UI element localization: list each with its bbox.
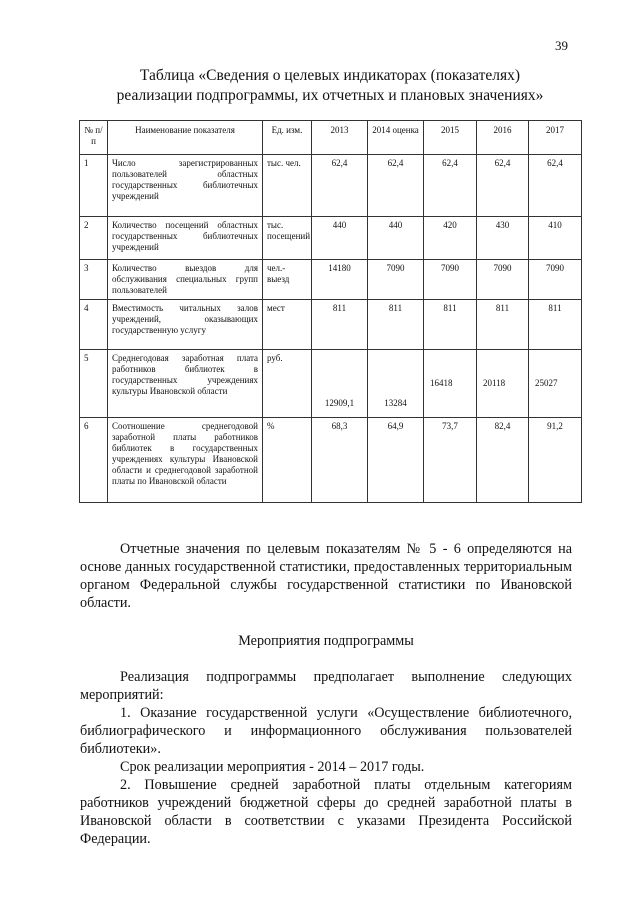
row-unit: мест: [263, 300, 312, 350]
header-2015: 2015: [424, 121, 477, 155]
row-name: Число зарегистрированных пользователей областных государственных библиотечных учреждений: [108, 155, 263, 217]
table-row: [80, 217, 582, 260]
value-2013: 811: [312, 300, 368, 350]
value-2014: 64,9: [368, 418, 424, 503]
table-row: [80, 418, 582, 503]
row-num: 4: [80, 300, 108, 350]
value-2013: 12909,1: [312, 350, 368, 418]
row-name: Количество выездов для обслуживания специальных групп пользователей: [108, 260, 263, 300]
value-2014: 13284: [368, 350, 424, 418]
row-num: 2: [80, 217, 108, 260]
row-unit: тыс. посещений: [263, 217, 312, 260]
value-2015: 73,7: [424, 418, 477, 503]
table-header-row: [80, 121, 582, 155]
value-2014: 62,4: [368, 155, 424, 217]
row-name: Количество посещений областных государственных библиотечных учреждений: [108, 217, 263, 260]
value-2013: 62,4: [312, 155, 368, 217]
header-2017: 2017: [529, 121, 582, 155]
page-number: 39: [555, 38, 568, 53]
header-2016: 2016: [477, 121, 529, 155]
value-2016: 430: [477, 217, 529, 260]
value-2017: 7090: [529, 260, 582, 300]
value-2013: 440: [312, 217, 368, 260]
row-name: Среднегодовая заработная плата работников библиотек в государственных учреждениях культуры Ивановской области: [108, 350, 263, 418]
paragraph-reporting-values: Отчетные значения по целевым показателям № 5 - 6 определяются на основе данных государственной статистики, предоставленных территориальным органом Федеральной службы государственной статистики по Ивановской области.: [80, 541, 572, 611]
table-row: [80, 260, 582, 300]
header-name: Наименование показателя: [108, 121, 263, 155]
row-num: 1: [80, 155, 108, 217]
header-unit: Ед. изм.: [263, 121, 312, 155]
value-2016: 62,4: [477, 155, 529, 217]
value-2017: 62,4: [529, 155, 582, 217]
value-2015: 16418: [424, 350, 477, 418]
header-2013: 2013: [312, 121, 368, 155]
indicators-table: [79, 120, 582, 503]
value-2016: 7090: [477, 260, 529, 300]
row-num: 6: [80, 418, 108, 503]
row-unit: чел.-выезд: [263, 260, 312, 300]
value-2017: 91,2: [529, 418, 582, 503]
value-2015: 420: [424, 217, 477, 260]
body-section: [80, 540, 572, 848]
table-row: [80, 155, 582, 217]
paragraph-measure-2: 2. Повышение средней заработной платы отдельным категориям работников учреждений бюджетной сферы до средней заработной платы в Ивановской области в соответствии с указами Президента Российской Федерации.: [80, 777, 572, 847]
table-title: [80, 66, 580, 106]
value-2014: 811: [368, 300, 424, 350]
row-unit: %: [263, 418, 312, 503]
section-heading: Мероприятия подпрограммы: [238, 633, 414, 649]
value-2017: 811: [529, 300, 582, 350]
value-2013: 14180: [312, 260, 368, 300]
row-num: 3: [80, 260, 108, 300]
row-name: Соотношение среднегодовой заработной платы работников библиотек в государственных учреждениях культуры Ивановской области и среднегодовой заработной платы по Ивановской области: [108, 418, 263, 503]
value-2014: 440: [368, 217, 424, 260]
value-2017: 410: [529, 217, 582, 260]
table-title-line-1: Таблица «Сведения о целевых индикаторах (показателях): [139, 67, 521, 84]
value-2016: 82,4: [477, 418, 529, 503]
row-num: 5: [80, 350, 108, 418]
value-2015: 62,4: [424, 155, 477, 217]
table-row: [80, 350, 582, 418]
paragraph-measure-1-term: Срок реализации мероприятия - 2014 – 2017 годы.: [120, 759, 425, 775]
value-2013: 68,3: [312, 418, 368, 503]
paragraph-measures-intro: Реализация подпрограммы предполагает выполнение следующих мероприятий:: [80, 669, 572, 703]
row-name: Вместимость читальных залов учреждений, оказывающих государственную услугу: [108, 300, 263, 350]
table-title-line-2: реализации подпрограммы, их отчетных и плановых значениях»: [116, 87, 544, 104]
value-2015: 811: [424, 300, 477, 350]
table-row: [80, 300, 582, 350]
value-2015: 7090: [424, 260, 477, 300]
row-unit: тыс. чел.: [263, 155, 312, 217]
value-2016: 811: [477, 300, 529, 350]
value-2017: 25027: [529, 350, 582, 418]
row-unit: руб.: [263, 350, 312, 418]
paragraph-measure-1: 1. Оказание государственной услуги «Осуществление библиотечного, библиографического и информационного обслуживания пользователей библиотеки».: [80, 705, 572, 757]
value-2016: 20118: [477, 350, 529, 418]
header-num: № п/п: [80, 121, 108, 155]
value-2014: 7090: [368, 260, 424, 300]
header-2014: 2014 оценка: [368, 121, 424, 155]
